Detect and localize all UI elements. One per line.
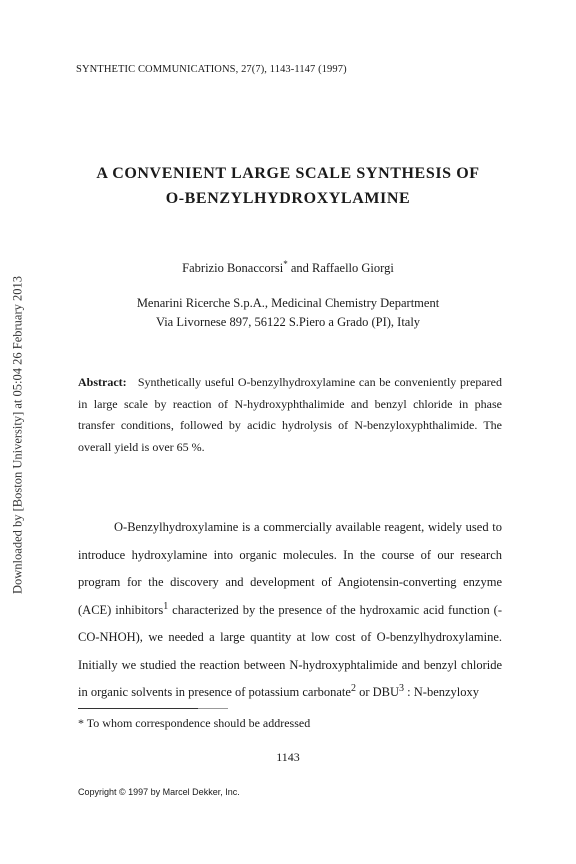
body-segment-2: characterized by the presence of the hydroxamic acid function (-CO-NHOH), we needed a large quantity at low cost of O-benzylhydroxylamine. Initially we studied the reaction between N-hydroxyphtalimide and benzyl chloride in organic solvents in presence of potassium carbonate bbox=[78, 602, 502, 699]
body-paragraph bbox=[78, 514, 502, 707]
author-list bbox=[0, 259, 576, 276]
reference-1[interactable]: 1 bbox=[163, 600, 169, 612]
author-primary: Fabrizio Bonaccorsi bbox=[182, 261, 284, 276]
article-title-line-1: A CONVENIENT LARGE SCALE SYNTHESIS OF bbox=[96, 165, 480, 182]
page-number: 1143 bbox=[276, 750, 300, 764]
reference-2[interactable]: 2 bbox=[350, 682, 356, 694]
footnote-divider bbox=[78, 708, 198, 709]
article-title-line-2: O-BENZYLHYDROXYLAMINE bbox=[165, 190, 411, 207]
copyright-notice: Copyright © 1997 by Marcel Dekker, Inc. bbox=[78, 787, 240, 797]
body-segment-3: or DBU bbox=[355, 685, 400, 699]
body-segment-4: : N-benzyloxy bbox=[404, 685, 480, 699]
affiliation-line-1: Menarini Ricerche S.p.A., Medicinal Chemistry Department bbox=[136, 296, 440, 310]
abstract bbox=[78, 372, 502, 458]
download-watermark-text: Downloaded by [Boston University] at 05:04 26 February 2013 bbox=[10, 275, 25, 595]
corresponding-author-mark: * bbox=[283, 259, 288, 269]
body-segment-1: O-Benzylhydroxylamine is a commercially available reagent, widely used to introduce hydroxylamine into organic molecules. In the course of our research program for the discovery and development of Angiotensin-converting enzyme (ACE) inhibitors bbox=[78, 520, 502, 617]
body-text bbox=[78, 514, 502, 707]
affiliation-line-2: Via Livornese 897, 56122 S.Piero a Grado (PI), Italy bbox=[155, 315, 421, 329]
journal-header: SYNTHETIC COMMUNICATIONS, 27(7), 1143-1147 (1997) bbox=[76, 64, 347, 75]
abstract-text: Synthetically useful O-benzylhydroxylamine can be conveniently prepared in large scale by reaction of N-hydroxyphthalimide and benzyl chloride in phase transfer conditions, followed by acidic hydrolysis of N-benzyloxyphthalimide. The overall yield is over 65 %. bbox=[78, 375, 502, 454]
footnote: * To whom correspondence should be addressed bbox=[78, 716, 311, 730]
footnote-divider-tail bbox=[198, 708, 228, 709]
reference-3[interactable]: 3 bbox=[399, 682, 405, 694]
author-secondary: and Raffaello Giorgi bbox=[287, 261, 394, 276]
abstract-label: Abstract: bbox=[78, 375, 127, 389]
